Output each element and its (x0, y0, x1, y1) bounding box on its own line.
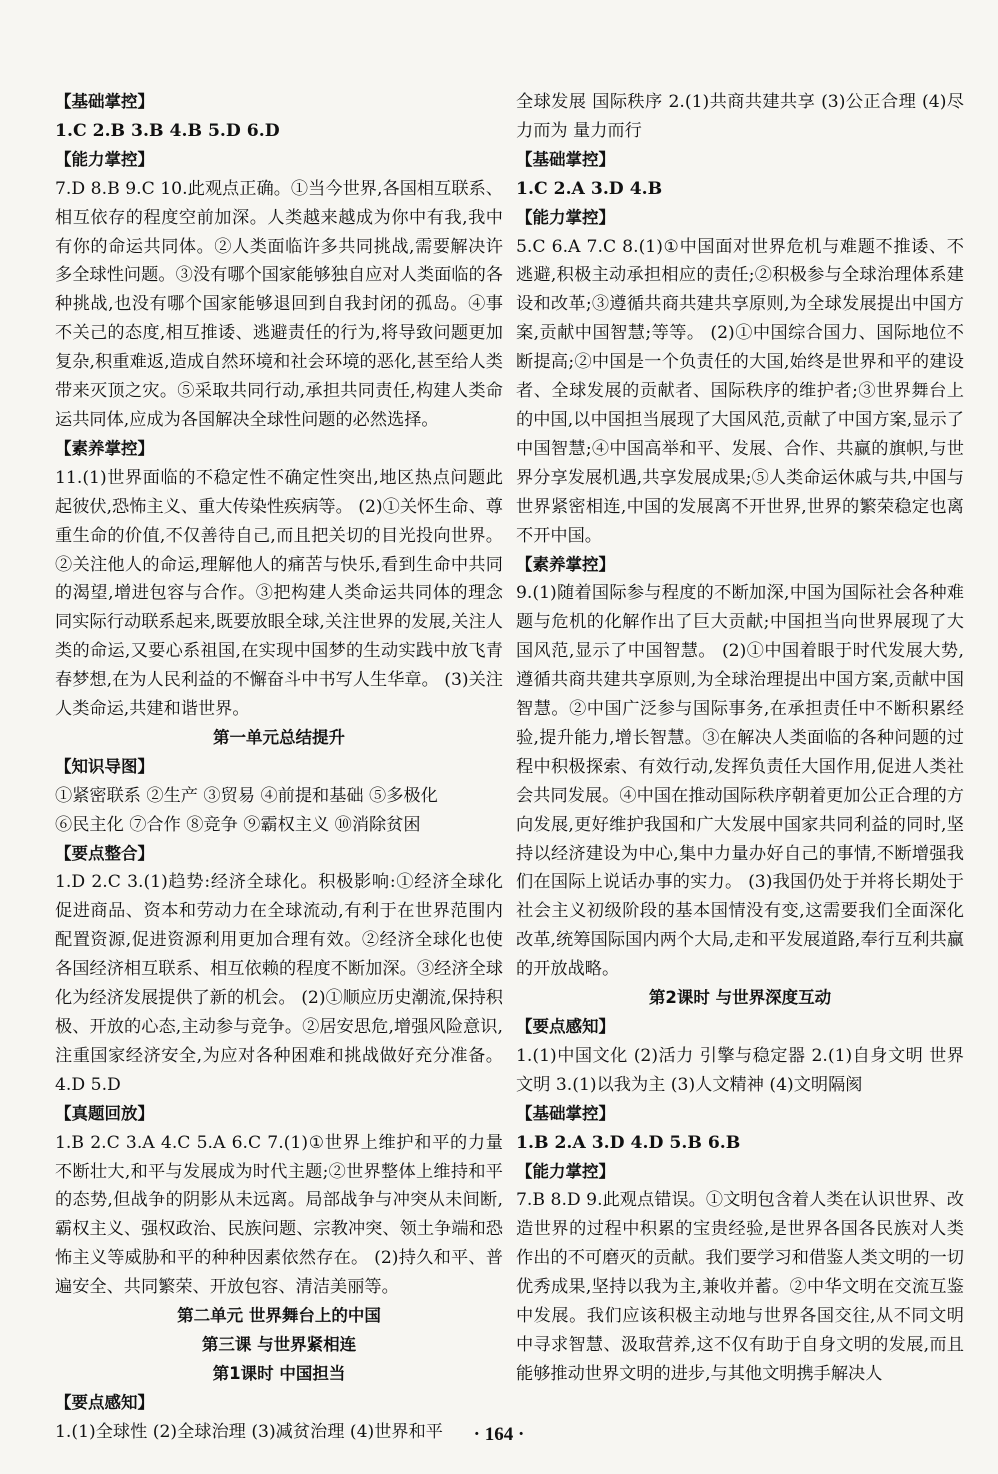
answer-paragraph: ①紧密联系 ②生产 ③贸易 ④前提和基础 ⑤多极化 (55, 785, 438, 806)
page-number: · 164 · (473, 1424, 525, 1445)
lesson-title: 第三课 与世界紧相连 (201, 1334, 357, 1354)
answer-line: 1.C 2.A 3.D 4.B (516, 178, 663, 199)
section-heading: 【要点整合】 (55, 843, 154, 863)
answer-paragraph: 5.C 6.A 7.C 8.(1)①中国面对世界危机与难题不推诿、不逃避,积极主动承担相应的责任;②积极参与全球治理体系建设和改革;③遵循共商共建共享原则,为全球发展提出中国方案,贡献中国智慧;等等。 (2)①中国综合国力、国际地位不断提高;②中国是一个负责任的大国,始终是世界和平的建设者、全球发展的贡献者、国际秩序的维护者;③世界舞台上的中国,以中国担当展现了大国风范,贡献了中国方案,显示了中国智慧;④中国高举和平、发展、合作、共赢的旗帜,与世界分享发展机遇,共享发展成果;⑤人类命运休戚与共,中国与世界紧密相连,中国的发展离不开世界,世界的繁荣稳定也离不开中国。 (516, 236, 964, 546)
section-heading: 【能力掌控】 (516, 207, 615, 227)
section-heading: 【要点感知】 (516, 1017, 615, 1036)
section-heading: 【素养掌控】 (516, 554, 615, 574)
left-column (55, 88, 503, 1447)
section-heading: 【要点感知】 (55, 1392, 154, 1412)
section-heading: 【基础掌控】 (516, 149, 615, 169)
section-heading: 【基础掌控】 (516, 1103, 615, 1123)
section-heading: 【知识导图】 (55, 756, 154, 776)
answer-paragraph: 1.D 2.C 3.(1)趋势:经济全球化。积极影响:①经济全球化促进商品、资本和劳动力在全球流动,有利于在世界范围内配置资源,促进资源利用更加合理有效。②经济全球化也使各国经济相互联系、相互依赖的程度不断加深。③经济全球化为经济发展提供了新的机会。 (2)①顺应历史潮流,保持积极、开放的心态,主动参与竞争。②居安思危,增强风险意识,注重国家经济安全,为应对各种困难和挑战做好充分准备。 4.D 5.D (55, 872, 503, 1095)
answer-line: 1.B 2.A 3.D 4.D 5.B 6.B (516, 1132, 741, 1153)
answer-paragraph: 全球发展 国际秩序 2.(1)共商共建共享 (3)公正合理 (4)尽力而为 量力而行 (516, 92, 964, 141)
lesson-title: 第1课时 中国担当 (212, 1363, 346, 1383)
section-heading: 【素养掌控】 (55, 438, 154, 458)
answer-paragraph: 7.D 8.B 9.C 10.此观点正确。①当今世界,各国相互联系、相互依存的程度空前加深。人类越来越成为你中有我,我中有你的命运共同体。②人类面临许多共同挑战,需要解决许多全球性问题。③没有哪个国家能够独自应对人类面临的各种挑战,也没有哪个国家能够退回到自我封闭的孤岛。④事不关己的态度,相互推诿、逃避责任的行为,将导致问题更加复杂,积重难返,造成自然环境和社会环境的恶化,甚至给人类带来灭顶之灾。⑤采取共同行动,承担共同责任,构建人类命运共同体,应成为各国解决全球性问题的必然选择。 (55, 178, 503, 430)
right-column (516, 88, 964, 1389)
section-heading: 【真题回放】 (55, 1103, 154, 1123)
answer-paragraph: 1.(1)全球性 (2)全球治理 (3)减贫治理 (4)世界和平 (55, 1421, 443, 1442)
section-heading: 【能力掌控】 (55, 149, 154, 169)
answer-paragraph: 1.B 2.C 3.A 4.C 5.A 6.C 7.(1)①世界上维护和平的力量不断壮大,和平与发展成为时代主题;②世界整体上维持和平的态势,但战争的阴影从未远离。局部战争与冲突从未间断,霸权主义、强权政治、民族问题、宗教冲突、领土争端和恐怖主义等威胁和平的种种因素依然存在。 (2)持久和平、普遍安全、共同繁荣、开放包容、清洁美丽等。 (55, 1132, 503, 1298)
lesson-title: 第一单元总结提升 (213, 727, 345, 747)
answer-paragraph: 9.(1)随着国际参与程度的不断加深,中国为国际社会各种难题与危机的化解作出了巨大贡献;中国担当向世界展现了大国风范,显示了中国智慧。 (2)①中国着眼于时代发展大势,遵循共商共建共享原则,为全球治理提出中国方案,贡献中国智慧。②中国广泛参与国际事务,在承担责任中不断积累经验,提升能力,增长智慧。③在解决人类面临的各种问题的过程中积极探索、有效行动,发挥负责任大国作用,促进人类社会共同发展。④中国在推动国际秩序朝着更加公正合理的方向发展,更好维护我国和广大发展中国家共同利益的同时,坚持以经济建设为中心,集中力量办好自己的事情,不断增强我们在国际上说话办事的实力。 (3)我国仍处于并将长期处于社会主义初级阶段的基本国情没有变,这需要我们全面深化改革,统筹国际国内两个大局,走和平发展道路,奉行互利共赢的开放战略。 (516, 583, 964, 980)
section-heading: 【能力掌控】 (516, 1161, 615, 1181)
lesson-title: 第2课时 与世界深度互动 (648, 988, 832, 1008)
lesson-title: 第二单元 世界舞台上的中国 (177, 1306, 381, 1326)
answer-line: 1.C 2.B 3.B 4.B 5.D 6.D (55, 120, 280, 141)
section-heading: 【基础掌控】 (55, 92, 154, 111)
answer-paragraph: ⑥民主化 ⑦合作 ⑧竞争 ⑨霸权主义 ⑩消除贫困 (55, 814, 421, 835)
answer-paragraph: 7.B 8.D 9.此观点错误。①文明包含着人类在认识世界、改造世界的过程中积累的宝贵经验,是世界各国各民族对人类作出的不可磨灭的贡献。我们要学习和借鉴人类文明的一切优秀成果,坚持以我为主,兼收并蓄。②中华文明在交流互鉴中发展。我们应该积极主动地与世界各国交往,从不同文明中寻求智慧、汲取营养,这不仅有助于自身文明的发展,而且能够推动世界文明的进步,与其他文明携手解决人 (516, 1190, 964, 1384)
answer-paragraph: 1.(1)中国文化 (2)活力 引擎与稳定器 2.(1)自身文明 世界文明 3.(1)以我为主 (3)人文精神 (4)文明隔阂 (516, 1045, 964, 1095)
answer-paragraph: 11.(1)世界面临的不稳定性不确定性突出,地区热点问题此起彼伏,恐怖主义、重大传染性疾病等。 (2)①关怀生命、尊重生命的价值,不仅善待自己,而且把关切的目光投向世界。②关注他人的命运,理解他人的痛苦与快乐,看到生命中共同的渴望,增进包容与合作。③把构建人类命运共同体的理念同实际行动联系起来,既要放眼全球,关注世界的发展,关注人类的命运,又要心系祖国,在实现中国梦的生动实践中放飞青春梦想,在为人民利益的不懈奋斗中书写人生华章。 (3)关注人类命运,共建和谐世界。 (55, 467, 503, 720)
